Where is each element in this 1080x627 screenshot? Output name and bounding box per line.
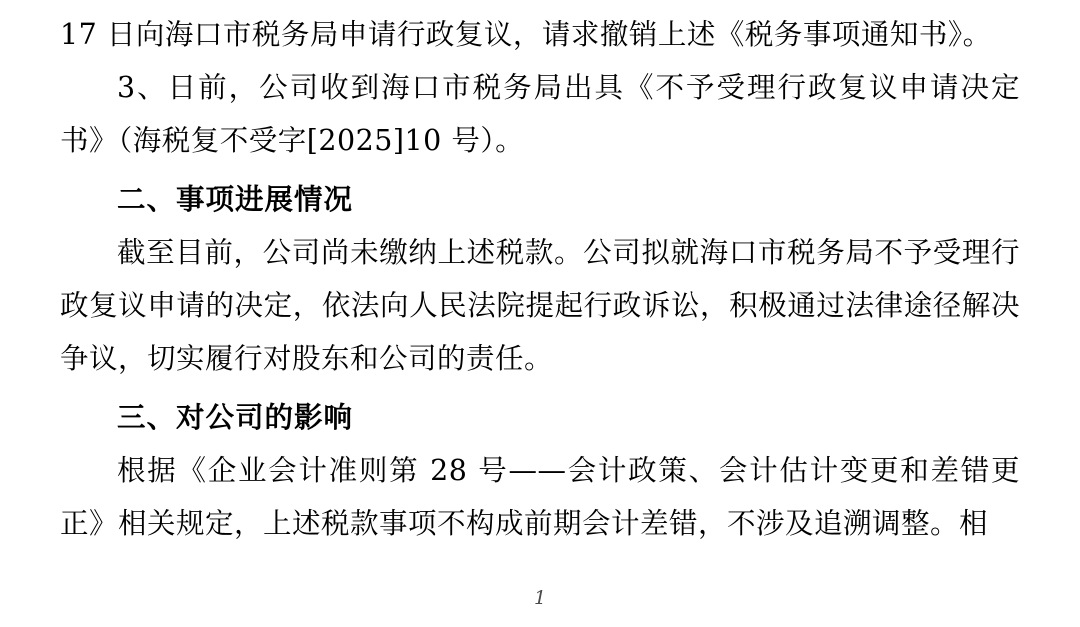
document-body <box>60 0 1020 550</box>
heading-section-two: 二、事项进展情况 <box>117 182 354 216</box>
paragraph-impact: 根据《企业会计准则第 28 号——会计政策、会计估计变更和差错更正》相关规定，上述税款事项不构成前期会计差错，不涉及追溯调整。相 <box>60 454 1020 540</box>
page-number: 1 <box>533 587 547 609</box>
heading-section-three: 三、对公司的影响 <box>117 400 354 434</box>
paragraph-progress: 截至目前，公司尚未缴纳上述税款。公司拟就海口市税务局不予受理行政复议申请的决定，依法向人民法院提起行政诉讼，积极通过法律途径解决争议，切实履行对股东和公司的责任。 <box>60 236 1020 375</box>
paragraph-continued-line: 17 日向海口市税务局申请行政复议，请求撤销上述《税务事项通知书》。 <box>60 18 992 51</box>
paragraph-item-3: 3、日前，公司收到海口市税务局出具《不予受理行政复议申请决定书》（海税复不受字[2025]10 号）。 <box>60 71 1020 157</box>
